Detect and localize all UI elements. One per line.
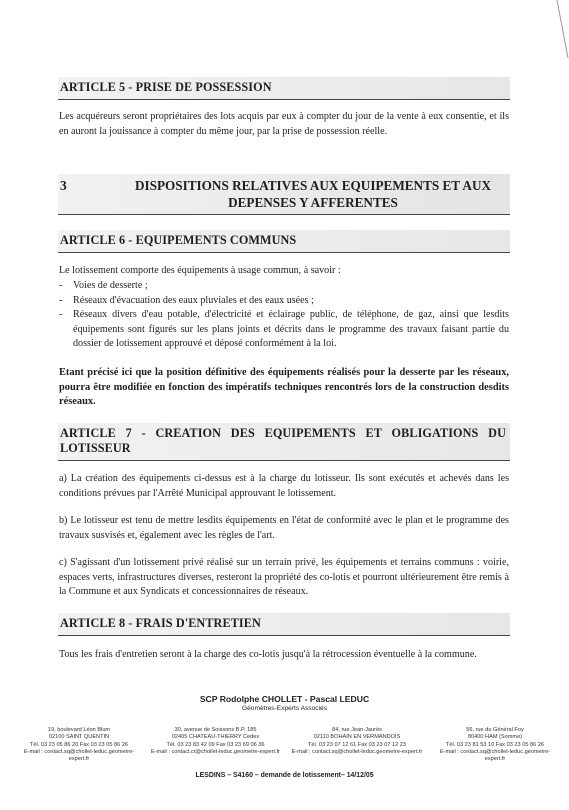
list-item: - Réseaux d'évacuation des eaux pluviales et des eaux usées ;: [59, 294, 509, 309]
article-6-heading: ARTICLE 6 - EQUIPEMENTS COMMUNS: [58, 230, 510, 253]
article-7-para-c: c) S'agissant d'un lotissement privé réalisé sur un terrain privé, les équipements et terrains communs : voirie, espaces verts, infrastructures diverses, resteront la propriété des co-lotis et pourront ultérieurement être remis à la Commune et aux Syndicats et concessionnaires de réseaux.: [59, 557, 509, 597]
article-5-heading: ARTICLE 5 - PRISE DE POSSESSION: [58, 77, 510, 100]
firm-subtitle: Géomètres-Experts Associés: [241, 705, 328, 712]
page-corner-mark: [555, 0, 569, 60]
article-7-para-a: a) La création des équipements ci-dessus est à la charge du lotisseur. Ils sont exécutés et achevés dans les conditions prévues par l'Arrêté Municipal approuvant le lotissement.: [59, 473, 509, 499]
office-bohain: 84, rue Jean-Jaurès 02110 BOHAIN EN VERMANDOIS Tél. 03 23 07 12 61 Fax 03 23 07 12 23 E-mail : contact.sq@chollet-leduc.geometre-expert.fr: [291, 727, 423, 755]
firm-name: SCP Rodolphe CHOLLET - Pascal LEDUC: [199, 694, 370, 704]
article-6-note: Etant précisé ici que la position définitive des équipements réalisés pour la desserte par les réseaux, pourra être modifiée en fonction des impératifs techniques rencontrés lors de la construction desdits réseaux.: [59, 367, 509, 407]
section-number: 3: [60, 178, 67, 193]
list-item: - Voies de desserte ;: [59, 279, 509, 294]
office-saint-quentin: 19, boulevard Léon Blum 02100 SAINT QUENTIN Tél. 03 23 05 86 20 Fax 03 23 05 86 26 E-mail : contact.sq@chollet-leduc.geometre-expert.fr: [23, 727, 135, 763]
office-chateau-thierry: 30, avenue de Soissons B.P. 185 02405 CHATEAU-THIERRY Cedex Tél. 03 23 83 42 09 Fax 03 23 69 06 36 E-mail : contact.ct@chollet-leduc.geometre-expert.fr: [150, 727, 281, 755]
section-3-heading: [58, 174, 510, 215]
office-ham: 56, rue du Général Foy 80400 HAM (Somme) Tél. 03 23 81 53 10 Fax 03 23 05 86 26 E-mail : contact.sq@chollet-leduc.geometre-expert.fr: [439, 727, 551, 763]
article-5-text: Les acquéreurs seront propriétaires des lots acquis par eux à compter du jour de la vente à eux consentie, et ils en auront la jouissance à compter du même jour, par la prise de possession réelle.: [59, 111, 509, 137]
article-8-text: Tous les frais d'entretien seront à la charge des co-lotis jusqu'à la rétrocession éventuelle à la commune.: [59, 649, 477, 660]
equipment-list: [59, 279, 509, 352]
article-7-para-b: b) Le lotisseur est tenu de mettre lesdits équipements en l'état de conformité avec le plan et le programme des travaux susvisés et, également avec les règles de l'art.: [59, 515, 509, 541]
article-6-intro: Le lotissement comporte des équipements à usage commun, à savoir :: [59, 265, 341, 276]
section-title: DISPOSITIONS RELATIVES AUX EQUIPEMENTS ET AUX DEPENSES Y AFFERENTES: [134, 178, 492, 210]
article-7-heading: ARTICLE 7 - CREATION DES EQUIPEMENTS ET OBLIGATIONS DU LOTISSEUR: [58, 423, 510, 461]
article-8-heading: ARTICLE 8 - FRAIS D'ENTRETIEN: [58, 613, 510, 636]
list-item: - Réseaux divers d'eau potable, d'électricité et éclairage public, de téléphone, de gaz, ainsi que lesdits équipements sont figurés sur les plans joints et décrits dans le programme des travaux faisant partie du dossier de lotissement approuvé et déposé conformément à la loi.: [59, 308, 509, 352]
document-reference: LESDINS – S4160 – demande de lotissement– 14/12/05: [195, 772, 374, 779]
